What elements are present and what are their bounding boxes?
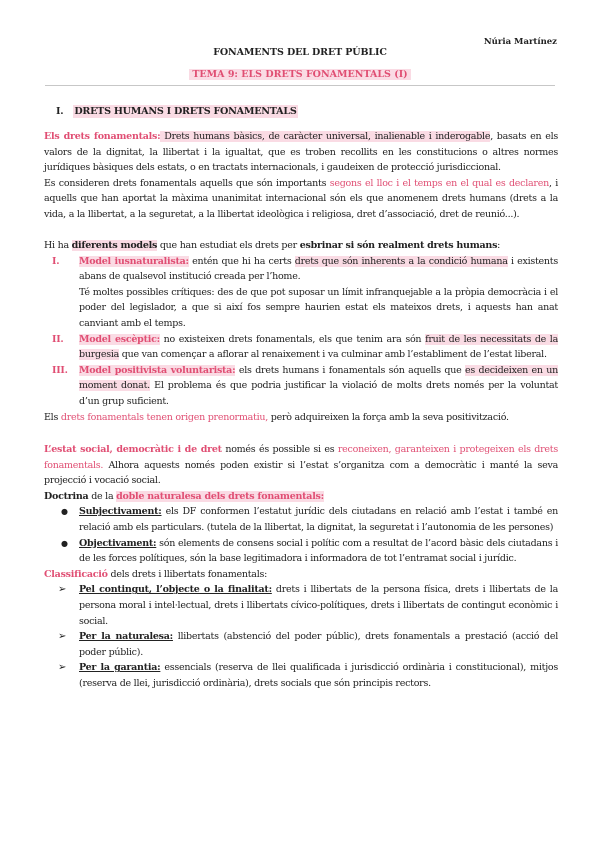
header-divider <box>45 85 555 86</box>
importance-paragraph <box>44 176 558 223</box>
topic-subtitle: TEMA 9: ELS DRETS FONAMENTALS (I) <box>189 69 410 80</box>
item-label: Pel contingut, l’objecte o la finalitat: <box>79 584 272 596</box>
definition-paragraph <box>44 129 558 176</box>
text-run: que han estudiat els drets per <box>157 240 300 251</box>
item-text: llibertats (abstenció del poder públic), drets fonamentals a prestació (acció del poder públic). <box>79 631 559 658</box>
estat-paragraph <box>44 442 558 489</box>
highlight-text: es decideixen en un moment donat. <box>79 364 558 392</box>
text-run: : <box>497 240 501 251</box>
item-text: essencials (reserva de llei qualificada i jurisdicció ordinària i constitucional), mitjos (reserva de llei, jurisdicció ordinària), drets socials que són principis rectors. <box>79 662 559 689</box>
estat-term: L’estat social, democràtic i de dret <box>44 444 222 455</box>
models-lead <box>44 238 558 254</box>
highlight-text: diferents models <box>71 240 158 251</box>
item-text: drets i llibertats de la persona física, drets i llibertats de la persona moral i intel·lectual, drets i llibertats cívico-polítiques, drets i llibertats de contingut econòmic i social. <box>79 584 558 627</box>
item-text: els DF conformen l’estatut jurídic dels ciutadans en relació amb l’estat i també en relació amb els particulars. (tutela de la llibertat, la dignitat, la seguretat i l’autonomia de les persones) <box>79 506 558 533</box>
text-run: entén que hi ha certs <box>188 255 295 267</box>
bold-text: esbrinar si són realment drets humans <box>299 240 498 251</box>
roman-numeral: I. <box>52 255 60 267</box>
item-label: Objectivament: <box>79 537 157 549</box>
highlight-text: drets que són inherents a la condició humana <box>294 255 508 267</box>
classificacio-item <box>44 629 558 660</box>
subtitle-row <box>0 62 600 81</box>
roman-numeral: III. <box>52 364 68 376</box>
item-text: són elements de consens social i polític com a resultat de l’acord bàsic dels ciutadans i de les forces polítiques, són la base legitimadora i informadora de tot l’entramat social i jurídic. <box>79 537 558 565</box>
highlight-text: doble naturalesa dels drets fonamentals: <box>116 490 324 502</box>
definition-term: Els drets fonamentals: <box>44 131 161 142</box>
doctrina-item <box>44 536 558 567</box>
model-name: Model positivista voluntarista: <box>79 364 236 376</box>
model-criticism: Té moltes possibles crítiques: des de que pot suposar un límit infranquejable a la pròpia democràcia i el poder del legislador, a que si així fos sempre haurien estat els mateixos drets, i aquests han anat canviant amb el temps. <box>79 286 558 329</box>
classificacio-item <box>44 582 558 629</box>
model-item <box>44 363 558 410</box>
estat-block <box>44 442 558 692</box>
text-run: que van començar a aflorar al renaixement i va culminar amb l’establiment de l’estat liberal. <box>119 349 547 361</box>
pink-text: drets fonamentals tenen origen prenormatiu, <box>60 411 269 423</box>
section-heading <box>44 104 558 120</box>
model-name: Model escèptic: <box>79 333 160 345</box>
section-title: DRETS HUMANS I DRETS FONAMENTALS <box>74 106 297 117</box>
text-run: Hi ha <box>44 240 72 251</box>
highlight-text: fruit de les necessitats de la burgesia <box>79 333 559 361</box>
intro-block <box>44 129 558 223</box>
text-run: els drets humans i fonamentals són aquells que <box>235 364 465 376</box>
arrow-icon: ➢ <box>58 662 67 674</box>
text-run: només és possible si es <box>221 444 338 455</box>
pink-bold-text: Classificació <box>44 568 108 580</box>
text-run: no existeixen drets fonamentals, els que tenim ara són <box>159 333 426 345</box>
pink-text: reconeixen, garanteixen i protegeixen els drets fonamentals. <box>44 444 558 471</box>
pink-text: segons el lloc i el temps en el qual es declaren <box>329 177 549 189</box>
text-run: , i aquells que han aportat la màxima unanimitat internacional són els que anomenem drets humans (drets a la vida, a la llibertat, a la seguretat, a la llibertat ideològica i religiosa, dret d’associació, dret de reunió...). <box>44 177 559 220</box>
text-run: dels drets i llibertats fonamentals: <box>107 568 268 580</box>
text-run: de la <box>88 490 117 502</box>
definition-highlight: Drets humans bàsics, de caràcter universal, inalienable i inderogable <box>160 131 491 142</box>
definition-text: , basats en els valors de la dignitat, la llibertat i la igualtat, que es troben recollits en les constitucions o altres normes jurídiques bàsiques dels estats, o en tractats internacionals, i gaudeixen de protecció jurisdiccional. <box>44 131 558 174</box>
model-item <box>44 254 558 332</box>
text-run: El problema és que podria justificar la violació de molts drets només per la voluntat d’un grup suficient. <box>79 380 558 407</box>
text-run: Els <box>44 411 61 423</box>
arrow-icon: ➢ <box>58 584 67 596</box>
model-name: Model iusnaturalista: <box>79 255 189 267</box>
item-label: Subjectivament: <box>79 506 162 518</box>
bullet-icon: ● <box>61 538 68 548</box>
text-run: Es consideren drets fonamentals aquells que són importants <box>44 177 330 189</box>
document-title: FONAMENTS DEL DRET PÚBLIC <box>213 47 387 58</box>
text-run: i existents abans de qualsevol institució creada per l’home. <box>79 255 558 283</box>
roman-numeral: II. <box>52 333 64 345</box>
text-run: Alhora aquests només poden existir si l’estat s’organitza com a democràtic i manté la seva projecció i vocació social. <box>44 459 558 487</box>
model-item <box>44 332 558 363</box>
arrow-icon: ➢ <box>58 631 67 643</box>
classificacio-item <box>44 660 558 691</box>
bold-text: Doctrina <box>44 490 89 502</box>
classificacio-lead <box>44 567 558 583</box>
text-run: però adquireixen la força amb la seva positivització. <box>268 411 509 423</box>
doctrina-lead <box>44 489 558 505</box>
section-number: I. <box>56 106 64 117</box>
item-label: Per la garantia: <box>79 662 161 674</box>
models-closing <box>44 410 558 426</box>
author-name: Núria Martínez <box>483 37 557 47</box>
item-label: Per la naturalesa: <box>79 631 173 643</box>
models-block <box>44 238 558 425</box>
doctrina-item <box>44 504 558 535</box>
bullet-icon: ● <box>61 507 68 517</box>
